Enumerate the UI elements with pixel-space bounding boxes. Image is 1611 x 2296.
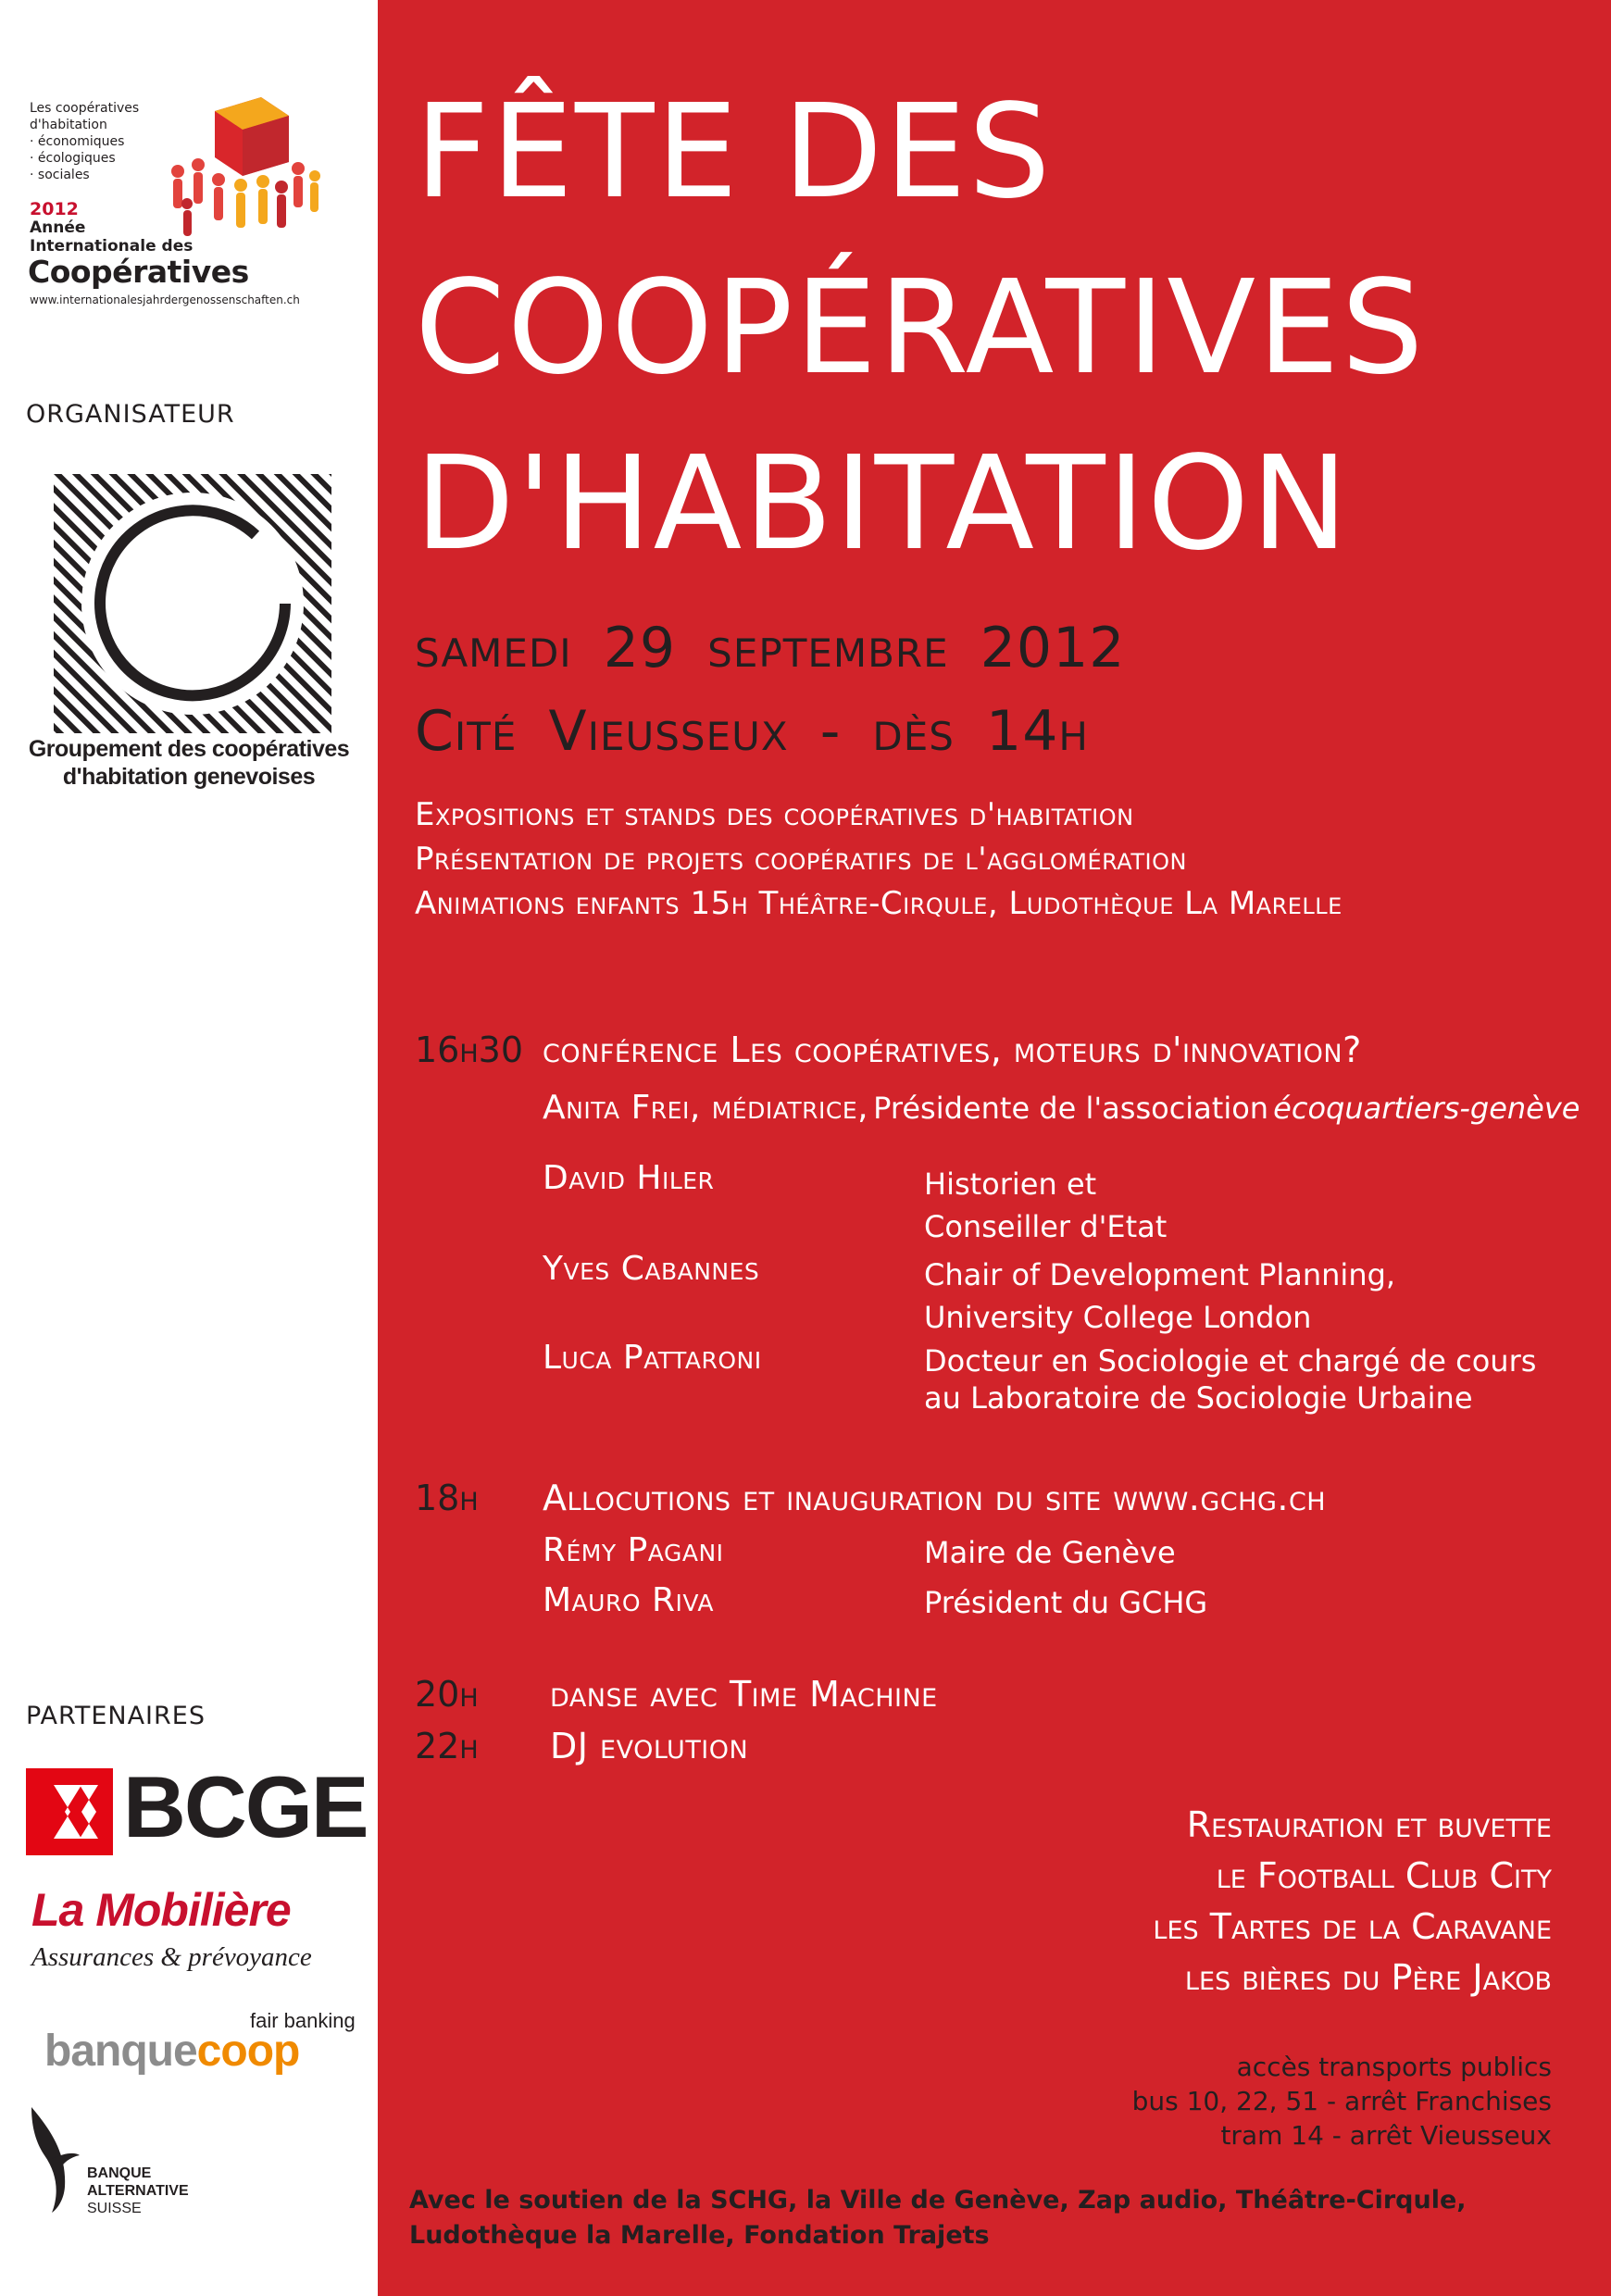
title-line-2: COOPÉRATIVES: [415, 253, 1426, 404]
event-place: Cité Vieusseux - dès 14h: [415, 699, 1089, 764]
transport-line: accès transports publics: [1236, 2052, 1552, 2082]
conference-time: 16h30: [415, 1029, 524, 1070]
moderator-org: écoquartiers-genève: [1273, 1091, 1580, 1126]
food-line: Restauration et buvette: [1186, 1804, 1552, 1845]
highlight-1: Expositions et stands des coopératives d'habitation: [415, 796, 1134, 833]
bas-line-2: ALTERNATIVE: [87, 2183, 189, 2199]
bird-icon: [24, 2103, 81, 2215]
bcge-wordmark: BCGE: [123, 1758, 368, 1855]
transport-line: bus 10, 22, 51 - arrêt Franchises: [1131, 2086, 1552, 2116]
organiser-label: ORGANISATEUR: [26, 400, 235, 429]
gchg-logo-icon: [54, 474, 331, 733]
support-line-1: Avec le soutien de la SCHG, la Ville de Genève, Zap audio, Théâtre-Cirqule,: [409, 2186, 1467, 2215]
organiser-name-2: d'habitation genevoises: [62, 764, 316, 790]
bas-line-1: BANQUE: [87, 2165, 152, 2181]
evening-time: 20h: [415, 1674, 479, 1715]
iyc-cooperatives: Coopératives: [28, 254, 249, 290]
speaker-role: University College London: [924, 1300, 1312, 1335]
coop-word-banque: banque: [44, 2027, 197, 2076]
food-line: le Football Club City: [1216, 1855, 1552, 1896]
highlight-2: Présentation de projets coopératifs de l'agglomération: [415, 841, 1187, 878]
highlight-3: Animations enfants 15h Théâtre-Cirqule, Ludothèque La Marelle: [415, 885, 1342, 922]
speaker-role: Chair of Development Planning,: [924, 1257, 1396, 1292]
speaker-name: Luca Pattaroni: [543, 1339, 762, 1377]
speaker-role: Historien et: [924, 1167, 1097, 1202]
organiser-name-1: Groupement des coopératives: [28, 736, 350, 762]
title-line-1: FÊTE DES: [415, 77, 1053, 228]
food-line: les bières du Père Jakob: [1184, 1957, 1552, 1998]
iyc-text-2: d'habitation: [30, 118, 107, 132]
coop-word-coop: coop: [196, 2027, 300, 2076]
support-line-2: Ludothèque la Marelle, Fondation Trajets: [409, 2221, 990, 2250]
speaker-role: Président du GCHG: [924, 1585, 1208, 1620]
speaker-role: au Laboratoire de Sociologie Urbaine: [924, 1380, 1473, 1416]
speaker-name: Yves Cabannes: [543, 1250, 760, 1288]
speaker-name: Mauro Riva: [543, 1581, 714, 1619]
speaker-role: Docteur en Sociologie et chargé de cours: [924, 1343, 1537, 1379]
moderator-name: Anita Frei, médiatrice,: [543, 1089, 869, 1127]
iyc-year: 2012: [30, 199, 79, 219]
transport-section: [1132, 2050, 1552, 2152]
iyc-text-5: · sociales: [30, 168, 90, 182]
evening-event: DJ evolution: [550, 1726, 749, 1766]
sidebar: [0, 0, 378, 2296]
iyc-url: www.internationalesjahrdergenossenschaften.ch: [30, 293, 300, 306]
conference-title: conférence Les coopératives, moteurs d'innovation?: [543, 1029, 1362, 1070]
food-line: les Tartes de la Caravane: [1153, 1906, 1552, 1947]
speaker-role: Maire de Genève: [924, 1535, 1176, 1570]
bas-line-3: SUISSE: [87, 2201, 142, 2216]
iyc-text-1: Les coopératives: [30, 101, 140, 116]
partners-label: PARTENAIRES: [26, 1702, 206, 1730]
allocutions-time: 18h: [415, 1478, 479, 1518]
mobiliere-tagline: Assurances & prévoyance: [31, 1942, 312, 1972]
iyc-sub-1: Année: [30, 218, 86, 237]
speaker-name: David Hiler: [543, 1159, 715, 1197]
iyc-sub-2: Internationale des: [30, 237, 194, 256]
transport-line: tram 14 - arrêt Vieusseux: [1220, 2120, 1552, 2151]
main-panel: [378, 0, 1611, 2296]
mobiliere-name: La Mobilière: [31, 1884, 291, 1936]
speaker-name: Rémy Pagani: [543, 1531, 724, 1569]
bcge-key-icon: [26, 1768, 113, 1855]
moderator-role: Présidente de l'association: [873, 1091, 1269, 1126]
title-line-3: D'HABITATION: [415, 429, 1350, 580]
food-section: [1153, 1800, 1552, 2003]
coop-tagline: fair banking: [250, 2009, 356, 2032]
evening-event: danse avec Time Machine: [550, 1674, 938, 1715]
support-section: [409, 2183, 1467, 2253]
allocutions-title: Allocutions et inauguration du site www.gchg.ch: [543, 1478, 1327, 1518]
evening-time: 22h: [415, 1726, 479, 1766]
iyc-text-3: · économiques: [30, 134, 125, 149]
event-date: samedi 29 septembre 2012: [415, 616, 1126, 680]
speaker-role: Conseiller d'Etat: [924, 1209, 1168, 1244]
iyc-text-4: · écologiques: [30, 151, 116, 166]
